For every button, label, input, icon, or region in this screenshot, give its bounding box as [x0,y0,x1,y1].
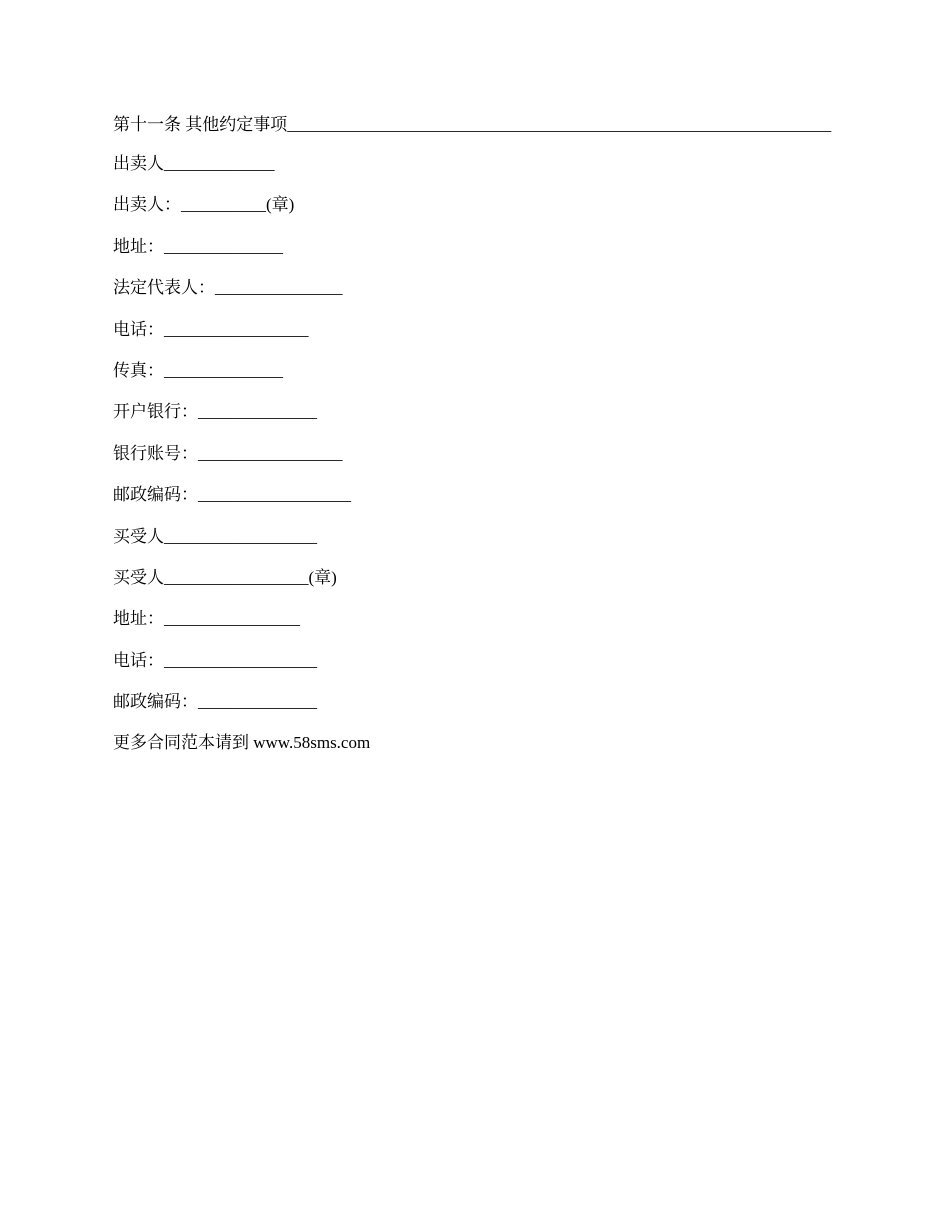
seller-phone: 电话：_________________ [113,319,309,339]
buyer-address: 地址：________________ [113,609,300,629]
document-page [113,110,838,770]
seller-heading: 出卖人_____________ [113,154,275,173]
seller-bank-account: 银行账号：_________________ [113,443,343,463]
seller-bank: 开户银行：______________ [113,402,317,422]
seller-address: 地址：______________ [113,236,283,256]
buyer-postal-code: 邮政编码：______________ [113,692,317,712]
seller-postal-code: 邮政编码：__________________ [113,485,351,505]
buyer-seal-line: 买受人_________________(章) [113,567,337,587]
footer-website-note: 更多合同范本请到 www.58sms.com [113,733,371,753]
seller-legal-representative: 法定代表人：_______________ [113,278,343,298]
buyer-phone: 电话：__________________ [113,650,317,670]
clause-11-other-terms: 第十一条 其他约定事项________________________________________________________________ [113,115,832,134]
seller-seal-line: 出卖人：__________(章) [113,195,295,215]
buyer-heading: 买受人__________________ [113,526,317,546]
seller-fax: 传真：______________ [113,360,283,380]
